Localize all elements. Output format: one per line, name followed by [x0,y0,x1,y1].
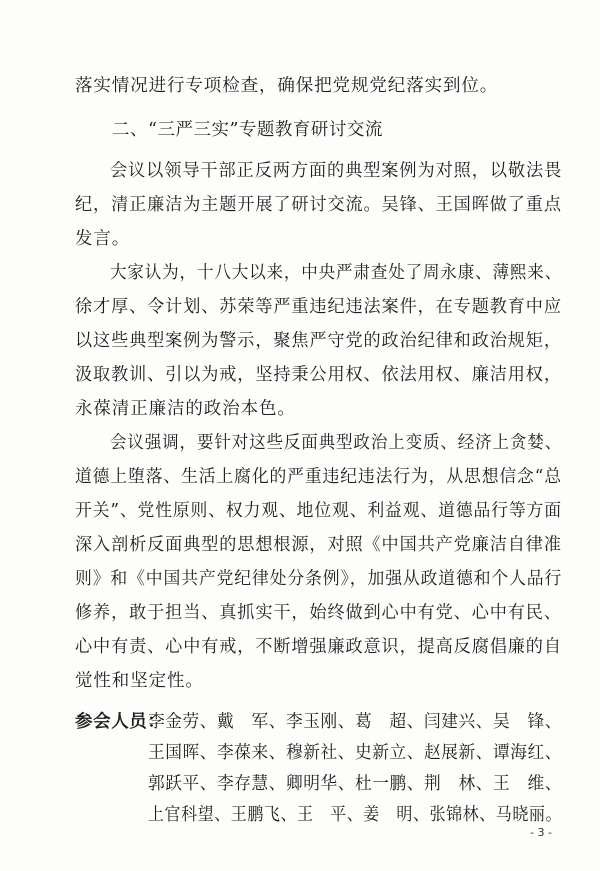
paragraph-line: 纪，清正廉洁为主题开展了研讨交流。吴锋、王国晖做了重点 [75,195,562,215]
section-heading: 二、“三严三实”专题教育研讨交流 [112,120,383,140]
attendees-row: 李金劳、戴 军、李玉刚、葛 超、闫建兴、吴 锋、 [148,712,562,732]
paragraph-line: 永葆清正廉洁的政治本色。 [75,399,296,419]
attendees-row: 郭跃平、李存慧、卿明华、杜一鹏、荆 林、王 维、 [148,774,562,794]
paragraph-line: 会议以领导干部正反两方面的典型案例为对照，以敬法畏 [110,161,563,181]
paragraph-line: 修养，敢于担当、真抓实干，始终做到心中有党、心中有民、 [75,603,562,623]
paragraph-line: 发言。 [75,229,131,249]
paragraph-line: 大家认为，十八大以来，中央严肃查处了周永康、薄熙来、 [110,263,563,283]
paragraph-line: 道德上堕落、生活上腐化的严重违纪违法行为，从思想信念“总 [75,467,562,487]
paragraph-line: 汲取教训、引以为戒，坚持秉公用权、依法用权、廉洁用权， [75,365,562,385]
paragraph-line: 会议强调，要针对这些反面典型政治上变质、经济上贪婪、 [110,433,563,453]
paragraph-line: 深入剖析反面典型的思想根源，对照《中国共产党廉洁自律准 [75,535,562,555]
paragraph-line: 心中有责、心中有戒，不断增强廉政意识，提高反腐倡廉的自 [75,637,562,657]
attendees-label: 参会人员： [75,712,166,732]
paragraph-line: 则》和《中国共产党纪律处分条例》，加强从政道德和个人品行 [75,569,563,589]
paragraph-line: 开关”、党性原则、权力观、地位观、利益观、道德品行等方面 [75,501,562,521]
attendees-row: 王国晖、李葆来、穆新社、史新立、赵展新、谭海红、 [148,743,562,763]
paragraph-line: 以这些典型案例为警示，聚焦严守党的政治纪律和政治规矩， [75,331,562,351]
attendees-row: 上官科望、王鹏飞、王 平、姜 明、张锦林、马晓丽。 [148,805,563,825]
paragraph-line: 觉性和坚定性。 [75,671,204,691]
paragraph-line: 徐才厚、令计划、苏荣等严重违纪违法案件，在专题教育中应 [75,297,562,317]
continuation-line: 落实情况进行专项检查，确保把党规党纪落实到位。 [75,76,499,96]
page-number: - 3 - [530,826,552,839]
